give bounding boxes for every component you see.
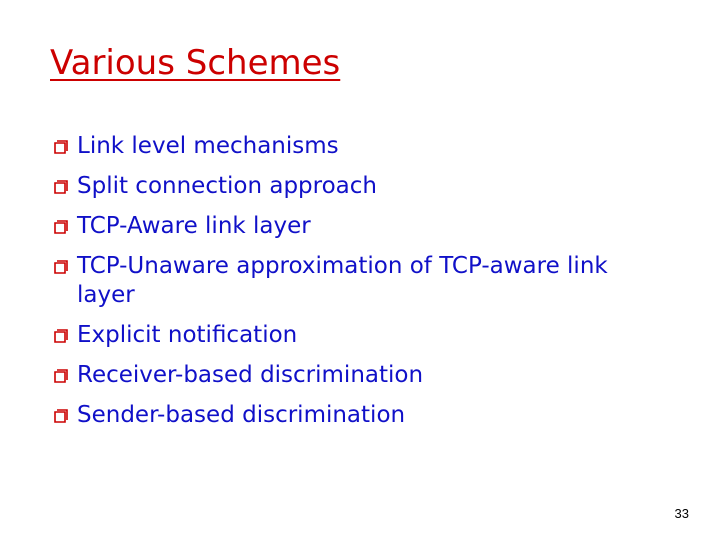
bullet-text: Explicit notification: [77, 322, 298, 348]
bullet-item-split-connection: [52, 172, 652, 201]
bullet-text: Split connection approach: [77, 173, 377, 199]
page-number: 33: [674, 506, 689, 521]
bullet-item-tcp-aware: [52, 212, 652, 241]
bullet-item-sender-based: [52, 401, 652, 430]
red-box-bullet-icon: [52, 219, 70, 236]
bullet-item-tcp-unaware: [52, 252, 652, 310]
red-box-bullet-icon: [52, 368, 70, 385]
red-box-bullet-icon: [52, 179, 70, 196]
bullet-item-link-level: [52, 132, 652, 161]
bullet-text: Link level mechanisms: [77, 133, 339, 159]
bullet-item-explicit-notification: [52, 321, 652, 350]
red-box-bullet-icon: [52, 328, 70, 345]
bullet-text: Sender-based discrimination: [77, 402, 406, 428]
red-box-bullet-icon: [52, 259, 70, 276]
bullet-item-receiver-based: [52, 361, 652, 390]
red-box-bullet-icon: [52, 139, 70, 156]
red-box-bullet-icon: [52, 408, 70, 425]
bullet-list: [52, 132, 652, 430]
bullet-text: TCP-Aware link layer: [77, 213, 311, 239]
bullet-text: TCP-Unaware approximation of TCP-aware link layer: [77, 253, 608, 308]
slide-title: Various Schemes: [50, 43, 341, 83]
bullet-text: Receiver-based discrimination: [77, 362, 424, 388]
